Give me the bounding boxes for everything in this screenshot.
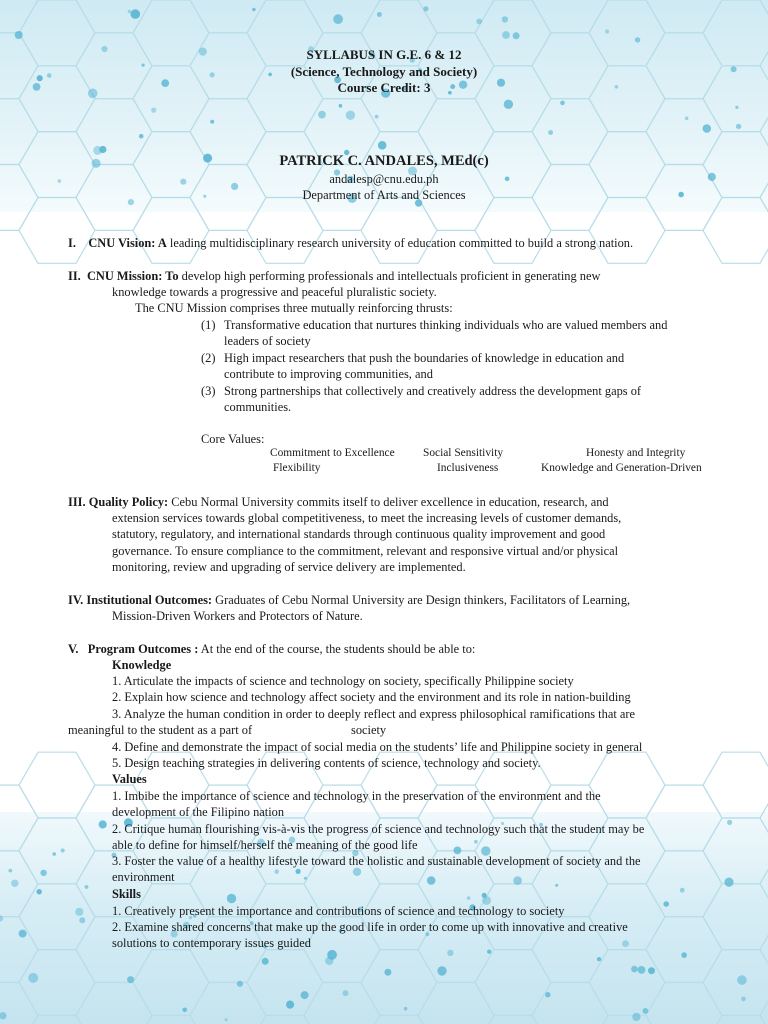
institutional-line <box>68 592 630 608</box>
section-number: V. <box>68 642 79 656</box>
vision-heading: CNU Vision: A <box>88 236 167 250</box>
quality-text: monitoring, review and upgrading of service delivery are implemented. <box>112 560 466 574</box>
thrust-number: (2) <box>201 351 216 365</box>
department: Department of Arts and Sciences <box>302 188 466 202</box>
values-item: 1. Imbibe the importance of science and technology in the preservation of the environment and the <box>112 789 601 803</box>
knowledge-item: 1. Articulate the impacts of science and technology on society, specifically Philippine society <box>112 674 574 688</box>
core-value: Inclusiveness <box>437 462 499 474</box>
vision-text: leading multidisciplinary research university of education committed to build a strong nation. <box>169 236 634 250</box>
quality-text: statutory, regulatory, and international standards through continuous quality improvement and good <box>112 527 606 541</box>
thrust-text: communities. <box>224 400 292 414</box>
core-value: Knowledge and Generation-Driven <box>541 462 702 474</box>
values-item: development of the Filipino nation <box>112 805 285 819</box>
core-value: Flexibility <box>273 462 321 474</box>
thrust-text: Transformative education that nurtures thinking individuals who are valued members and <box>224 318 668 332</box>
quality-heading: Quality Policy: <box>88 495 169 509</box>
program-intro: At the end of the course, the students should be able to: <box>200 642 476 656</box>
vision-line <box>68 235 633 251</box>
core-value: Commitment to Excellence <box>270 447 395 459</box>
values-label: Values <box>112 772 147 786</box>
quality-text: Cebu Normal University commits itself to deliver excellence in education, research, and <box>171 495 609 509</box>
skills-item: solutions to contemporary issues guided <box>112 936 311 950</box>
values-item: environment <box>112 870 175 884</box>
course-subtitle: (Science, Technology and Society) <box>290 64 478 79</box>
values-item: able to define for himself/herself the meaning of the good life <box>112 838 418 852</box>
knowledge-item: 5. Design teaching strategies in delivering contents of science, technology and society. <box>112 756 541 770</box>
thrust-text: Strong partnerships that collectively and creatively address the development gaps of <box>224 384 642 398</box>
skills-item: 1. Creatively present the importance and contributions of science and technology to society <box>112 904 565 918</box>
core-values-label: Core Values: <box>201 432 265 446</box>
section-number: II. <box>68 269 81 283</box>
quality-line <box>68 494 609 510</box>
knowledge-item: society <box>351 723 387 737</box>
quality-text: governance. To ensure compliance to the commitment, relevant and responsive virtual and/or physical <box>112 544 619 558</box>
syllabus-title: SYLLABUS IN G.E. 6 & 12 <box>306 47 462 62</box>
skills-label: Skills <box>112 887 141 901</box>
thrust-text: contribute to improving communities, and <box>224 367 433 381</box>
mission-text: develop high performing professionals and intellectuals proficient in generating new <box>181 269 601 283</box>
mission-line <box>68 268 600 284</box>
knowledge-item: meaningful to the student as a part of <box>68 723 253 737</box>
mission-intro: The CNU Mission comprises three mutually reinforcing thrusts: <box>135 301 453 315</box>
quality-text: extension services towards global competitiveness, to meet the increasing levels of customer demands, <box>112 511 622 525</box>
instructor-email: andalesp@cnu.edu.ph <box>329 172 439 186</box>
program-heading: Program Outcomes : <box>87 642 199 656</box>
mission-text-cont: knowledge towards a progressive and peaceful pluralistic society. <box>112 285 437 299</box>
program-line <box>68 641 475 657</box>
values-item: 2. Critique human flourishing vis-à-vis the progress of science and technology such that the student may be <box>112 822 645 836</box>
values-item: 3. Foster the value of a healthy lifestyle toward the holistic and sustainable development of society and the <box>112 854 641 868</box>
institutional-text: Mission-Driven Workers and Protectors of Nature. <box>112 609 363 623</box>
section-number: IV. <box>68 593 84 607</box>
knowledge-label: Knowledge <box>112 658 172 672</box>
instructor-name: PATRICK C. ANDALES, MEd(c) <box>279 153 489 169</box>
skills-item: 2. Examine shared concerns that make up the good life in order to come up with innovative and creative <box>112 920 628 934</box>
thrust-number: (3) <box>201 384 216 398</box>
mission-heading: CNU Mission: To <box>86 269 179 283</box>
thrust-number: (1) <box>201 318 216 332</box>
knowledge-item: 2. Explain how science and technology affect society and the environment and its role in nation-building <box>112 690 631 704</box>
thrust-text: leaders of society <box>224 334 311 348</box>
thrust-text: High impact researchers that push the boundaries of knowledge in education and <box>224 351 625 365</box>
knowledge-item: 3. Analyze the human condition in order to deeply reflect and express philosophical ramifications that are <box>112 707 635 721</box>
section-number: I. <box>68 236 76 250</box>
knowledge-item: 4. Define and demonstrate the impact of social media on the students’ life and Philippine society in general <box>112 740 643 754</box>
section-number: III. <box>68 495 86 509</box>
core-value: Social Sensitivity <box>423 447 504 459</box>
institutional-text: Graduates of Cebu Normal University are Design thinkers, Facilitators of Learning, <box>215 593 631 607</box>
core-value: Honesty and Integrity <box>586 447 686 459</box>
course-credit: Course Credit: 3 <box>337 80 431 95</box>
institutional-heading: Institutional Outcomes: <box>86 593 213 607</box>
